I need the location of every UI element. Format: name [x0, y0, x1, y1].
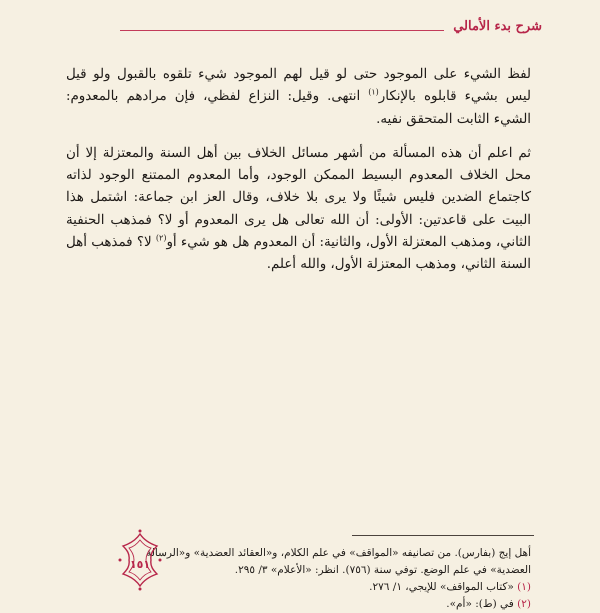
footnote-separator	[352, 535, 534, 536]
paragraph-2-end: لا؟ فمذهب أهل السنة الثاني، ومذهب المعتزلة الأول، والله أعلم.	[66, 235, 531, 273]
page-number: ١٥١	[129, 558, 151, 571]
footnote-1-text: «كتاب المواقف» للإيجي، ١/ ٢٧٦.	[369, 581, 518, 593]
footnote-2	[66, 596, 531, 613]
header-rule	[120, 30, 444, 31]
paragraph-2	[66, 143, 531, 277]
footnote-1-marker: (١)	[517, 581, 531, 593]
footnote-intro-line-1: أهل إيج (بفارس). من تصانيفه «المواقف» في علم الكلام، و«العقائد العضدية» و«الرسالة	[146, 547, 531, 559]
paragraph-2-text: ثم اعلم أن هذه المسألة من أشهر مسائل الخلاف بين أهل السنة والمعتزلة إلا أن محل الخلاف المعدوم البسيط الممكن الوجود، وأما المعدوم الممتنع الوجود لذاته كاجتماع الضدين فليس شيئًا ولا يرى بلا خلاف، وقال العز ابن جماعة: اشتمل هذا البيت على قاعدتين: الأولى: أن الله تعالى هل يرى المعدوم أو لا؟ فمذهب الحنفية الثاني، ومذهب المعتزلة الأول، والثانية: أن المعدوم هل هو شيء أو	[66, 145, 532, 251]
footnote-ref-2[interactable]: (٢)	[155, 233, 167, 243]
paragraph-1-end: انتهى. وقيل: النزاع لفظي، فإن مرادهم بالمعدوم: الشيء الثابت المتحقق نفيه.	[66, 89, 531, 127]
footnote-ref-1[interactable]: (١)	[368, 87, 379, 97]
footnote-2-marker: (٢)	[517, 598, 531, 610]
footnote-intro-line-2: العضدية» في علم الوضع. توفي سنة (٧٥٦). انظر: «الأعلام» ٣/ ٢٩٥.	[234, 564, 531, 576]
paragraph-1	[66, 64, 531, 131]
footnote-2-text: في (ط): «أم».	[446, 598, 518, 610]
paragraph-1-text: لفظ الشيء على الموجود حتى لو قيل لهم الموجود شيء تلقوه بالقبول ولو قيل ليس بشيء قابلوه بالإنكار	[66, 67, 531, 105]
running-header-title: شرح بدء الأمالي	[453, 19, 542, 34]
main-text	[66, 64, 531, 277]
